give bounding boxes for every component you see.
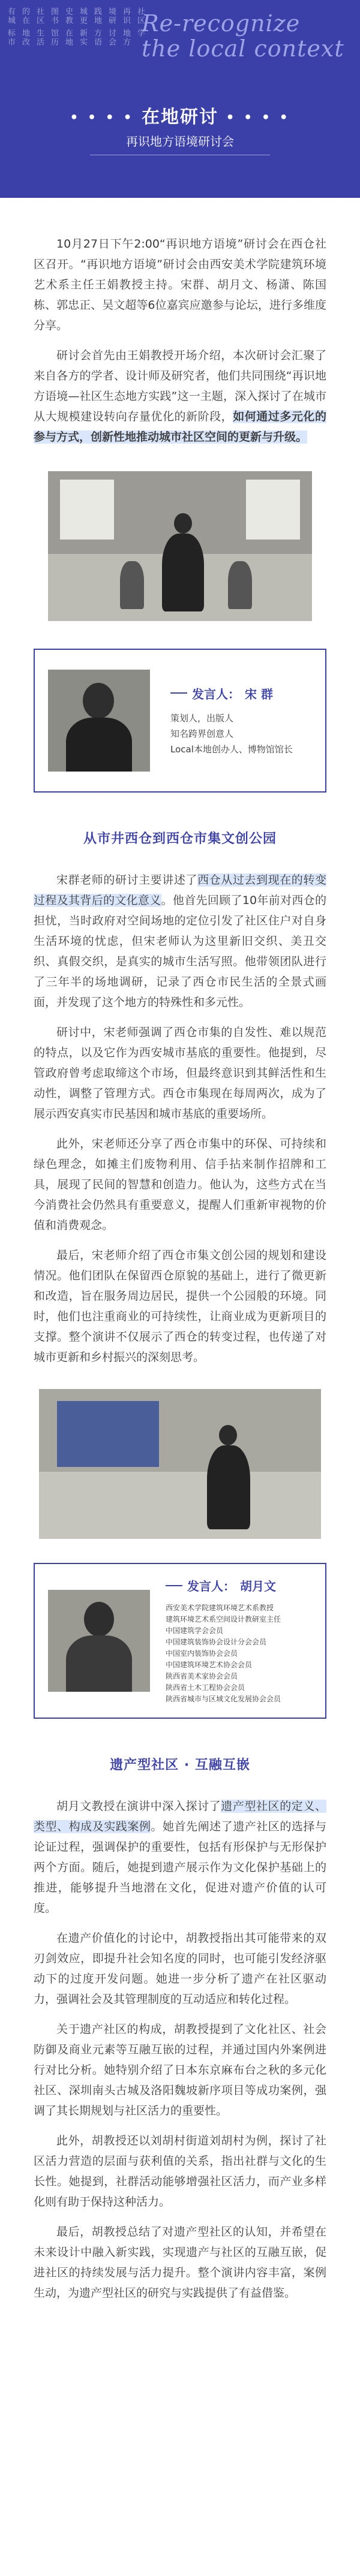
speaker-label: 发言人： — [192, 686, 240, 701]
section-paragraph — [34, 870, 326, 1013]
pattern-column: 社区 生活 — [35, 7, 44, 47]
paragraph-text: 。她首先阐述了遗产社区的选择与论证过程，强调保护的重要性，包括有形保护与无形保护两个方面。随后，她提到遗产展示作为文化保护基础上的推进，能够提升当地潜在文化，促进对遗产价值的认可度。 — [34, 1820, 326, 1915]
dash-decor — [170, 692, 187, 694]
speaker-photo — [48, 1590, 150, 1692]
speaker-card — [34, 1563, 326, 1719]
section2-body — [0, 1796, 360, 2303]
speaker-role: 中国建筑环境艺术协会会员 — [166, 1661, 253, 1669]
banner-title — [0, 102, 360, 128]
section-paragraph: 研讨中，宋老师强调了西仓市集的自发性、难以规范的特点，以及它作为西安城市基底的重要性。他提到，尽管政府曾考虑取缔这个市场，但最终意识到其鲜活性和生动性，调整了管理方式。西仓市集现在每周两次，成为了展示西安真实市民基因和城市基底的重要场所。 — [34, 1026, 326, 1120]
section-title: 遗产型社区 · 互融互嵌 — [110, 1758, 250, 1773]
pattern-column: 史教 在地 — [64, 7, 73, 47]
decor-dots-right: • • • • — [226, 110, 290, 125]
section-paragraph: 此外，胡教授还以刘胡村街道刘胡村为例，探讨了社区活力营造的层面与获利值的关系，指出社群与文化的生长性。她提到，社群活动能够增强社区活力，而产业多样化则有助于保持这种活力。 — [34, 2134, 326, 2209]
intro-paragraph: 10月27日下午2:00“再识地方语境”研讨会在西仓社区召开。“再识地方语境”研讨会由西安美术学院建筑环境艺术系主任王娟教授主持。宋群、胡月文、杨潇、陈国栋、郭忠正、吴文超等6位嘉宾应邀参与论坛，进行多维度分享。 — [34, 237, 326, 332]
speaker-label: 发言人： — [187, 1579, 235, 1593]
header-banner — [0, 0, 360, 198]
speaker-role: 知名跨界创意人 — [170, 728, 234, 739]
header-text-pattern — [0, 0, 144, 111]
highlight-text: 如何通过多元化的参与方式，创新性地推动城市社区空间的更新与升级。 — [34, 410, 326, 444]
speaker-name: 宋 群 — [245, 686, 273, 701]
pattern-column: 有城 标市 — [6, 7, 15, 47]
section-paragraph: 最后，胡教授总结了对遗产型社区的认知，并希望在未来设计中融入新实践，实现遗产与社区的互融互嵌，促进社区的持续发展与活力提升。整个演讲内容丰富，案例生动，为遗产型社区的研究与实践提供了有益借鉴。 — [34, 2225, 326, 2300]
intro-paragraph — [34, 345, 326, 447]
decor-dots-left: • • • • — [70, 110, 134, 125]
paragraph-text: 研讨会首先由王娟教授开场介绍，本次研讨会汇聚了来自各方的学者、设计师及研究者，他们共同围绕“再识地方语境—社区生态地方实践”这一主题，深入探讨了在城市从大规模建设转向存量优化的新阶段， — [34, 349, 326, 423]
intro-section — [0, 234, 360, 447]
pattern-column: 社区 学 — [136, 7, 145, 38]
paragraph-text: 宋群老师的研讨主要讲述了 — [56, 873, 198, 887]
section-paragraph: 关于遗产社区的构成，胡教授提到了文化社区、社会防御及商业元素等互融互嵌的过程，并通过国内外案例进行对比分析。她特别介绍了日本东京麻布台之秋的多元化社区、深圳南头古城及洛阳魏坡新序项目等成功案例，强调了其长期规划与社区活力的重要性。 — [34, 2023, 326, 2117]
section-title: 从市井西仓到西仓市集文创公园 — [83, 831, 277, 846]
speaker-photo — [48, 670, 150, 772]
banner-subtitle: 再识地方语境研讨会 — [126, 134, 234, 149]
pattern-column: 城更 新实 — [78, 7, 87, 47]
section-paragraph: 在遗产价值化的讨论中，胡教授指出其可能带来的双刃剑效应，即提升社会知名度的同时，也可能引发经济驱动下的过度开发问题。她进一步分析了遗产在社区驱动力，强调社会及其管理制度的互动适应和转化过程。 — [34, 1932, 326, 2006]
speaker-name-row — [170, 685, 293, 702]
speaker-role: 陕西省城市与区域文化发展协会会员 — [166, 1695, 281, 1703]
pattern-column: 再识 地方 — [121, 7, 130, 47]
section-paragraph: 此外，宋老师还分享了西仓市集中的环保、可持续和绿色理念，如摊主们废物利用、信手拈来制作招牌和工具，展现了民间的智慧和创造力。他认为，这些方式在当今消费社会仍然具有重要意义，提醒人们重新审视物的价值和消费观念。 — [34, 1137, 326, 1232]
speaker-role: 中国建筑装饰协会设计分会会员 — [166, 1638, 267, 1646]
paragraph-text: 胡月文教授在演讲中深入探讨了 — [56, 1800, 221, 1813]
event-photo-speaker — [39, 1389, 321, 1539]
pattern-column: 境研 讨会 — [107, 7, 116, 47]
pattern-column: 的在 地改 — [20, 7, 29, 47]
highlight-text: 西仓从过去到现在的转变过程及其背后的文化意义 — [34, 873, 326, 907]
speaker-info — [166, 1577, 281, 1705]
speaker-role: 陕西省美术家协会会员 — [166, 1672, 238, 1680]
speaker-role: Local本地创办人、博物馆馆长 — [170, 743, 293, 755]
speaker-card — [34, 649, 326, 793]
banner-title-text: 在地研讨 — [142, 107, 218, 128]
speaker-role: 中国室内装饰协会会员 — [166, 1649, 238, 1658]
speaker-role: 中国建筑学会会员 — [166, 1626, 224, 1635]
pattern-column: 践地 方语 — [92, 7, 101, 47]
speaker-name-row — [166, 1577, 281, 1594]
speaker-name: 胡月文 — [240, 1579, 276, 1593]
section-paragraph: 最后，宋老师介绍了西仓市集文创公园的规划和建设情况。他们团队在保留西仓原貌的基础上，进行了微更新和改造，旨在服务周边居民，提供一个公园般的环境。同时，他们也注重商业的可持续性，让商业成为更新项目的支撑。整个演讲不仅展示了西仓的转变过程，也传递了对城市更新和乡村振兴的深刻思考。 — [34, 1249, 326, 1364]
section-paragraph — [34, 1796, 326, 1918]
event-photo-moderator — [48, 471, 312, 621]
speaker-role: 西安美术学院建筑环境艺术系教授 — [166, 1604, 274, 1612]
speaker-role: 策划人，出版人 — [170, 712, 234, 724]
speaker-info — [170, 685, 293, 757]
paragraph-text: 。他首先回顾了10年前对西仓的担忧，当时政府对空间场地的定位引发了社区住户对自身生活环境的忧虑，但宋老师认为这里新旧交织、美丑交织、真假交织，是真实的城市生活写照。他带领团队进行了三年半的场地调研，记录了西仓市民生活的全景式画面，并发现了这个地方的特殊性和多元性。 — [34, 894, 326, 1009]
dash-decor — [166, 1585, 182, 1586]
speaker-role: 陕西省土木工程协会会员 — [166, 1683, 245, 1692]
highlight-text: 遗产型社区的定义、类型、构成及实践案例 — [34, 1800, 326, 1833]
header-english-title: Re-recognize the local context — [142, 10, 344, 62]
section1-body — [0, 870, 360, 1367]
pattern-column: 图书 馆历 — [49, 7, 58, 47]
speaker-role: 建筑环境艺术系空间设计教研室主任 — [166, 1615, 281, 1623]
